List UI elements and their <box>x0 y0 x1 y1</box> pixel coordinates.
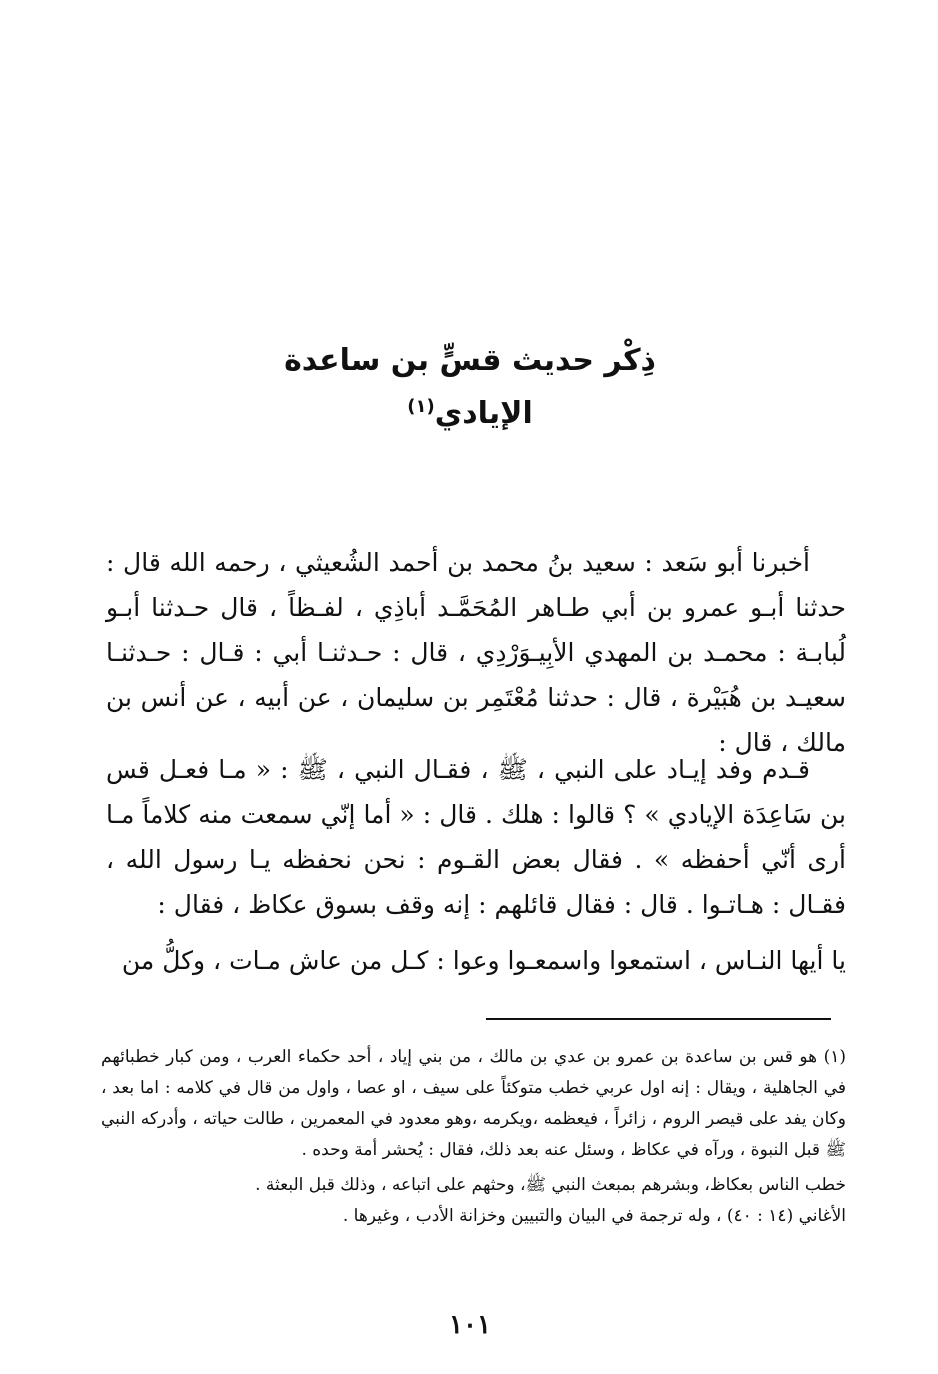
chapter-title <box>120 338 820 437</box>
paragraph-narration <box>106 747 846 927</box>
footnote-1: (١) هو قس بن ساعدة بن عمرو بن عدي بن مالك ، من بني إياد ، أحد حكماء العرب ، ومن كبار خطبائهم في الجاهلية ، ويقال : إنه اول عربي خطب متوكئاً على سيف ، او عصا ، واول من قال في كلامه : اما بعد ، وكان يفد على قيصر الروم ، زائراً ، فيعظمه ،ويكرمه ،وهو معدود في المعمرين ، طالت حياته ، وأدركه النبي ﷺ قبل النبوة ، ورآه في عكاظ ، وسئل عنه بعد ذلك، فقال : يُحشر أمة وحده . <box>101 1047 846 1160</box>
footnote-sources: الأغاني (١٤ : ٤٠) ، وله ترجمة في البيان والتبيين وخزانة الأدب ، وغيرها . <box>342 1206 846 1226</box>
footnote-reference: (١) <box>407 396 435 417</box>
paragraph-speech <box>106 938 846 983</box>
page-number: ١٠١ <box>449 1310 491 1340</box>
title-line-2-text: الإيادي <box>434 396 533 431</box>
paragraph-3-text: يا أيها النـاس ، استمعوا واسمعـوا وعوا : كـل من عاش مـات ، وكلُّ من <box>121 946 846 975</box>
footnotes <box>101 1042 846 1232</box>
paragraph-1-text: أخبرنا أبو سَعد : سعيد بنُ محمد بن أحمد الشُعيثي ، رحمه الله قال : حدثنا أبـو عمرو بن أبي طـاهر المُحَمَّـد أباذِي ، لفـظاً ، قال حـدثنا أبـو لُبابـة : محمـد بن المهدي الأبِيـوَرْدِي ، قال : حـدثنـا أبي : قـال : حـدثنـا سعيـد بن هُبَيْرة ، قال : حدثنا مُعْتَمِر بن سليمان ، عن أبيه ، عن أنس بن مالك ، قال : <box>106 548 846 757</box>
footnote-separator <box>486 1018 831 1020</box>
title-line-2 <box>120 384 820 437</box>
footnote-continuation: خطب الناس بعكاظ، وبشرهم بمبعث النبي ﷺ، وحثهم على اتباعه ، وذلك قبل البعثة . <box>255 1175 846 1195</box>
paragraph-2-text: قـدم وفد إيـاد على النبي ، ﷺ ، فقـال النبي ، ﷺ : « مـا فعـل قس بن سَاعِدَة الإيادي » ؟ قالوا : هلك . قال : « أما إنّي سمعت منه كلاماً مـا أرى أنّي أحفظه » . فقال بعض القـوم : نحن نحفظه يـا رسول الله ، فقـال : هـاتـوا . قال : فقال قائلهم : إنه وقف بسوق عكاظ ، فقال : <box>106 755 846 919</box>
paragraph-isnad <box>106 540 846 765</box>
title-line-1: ذِكْر حديث قسٍّ بن ساعدة <box>284 343 656 378</box>
